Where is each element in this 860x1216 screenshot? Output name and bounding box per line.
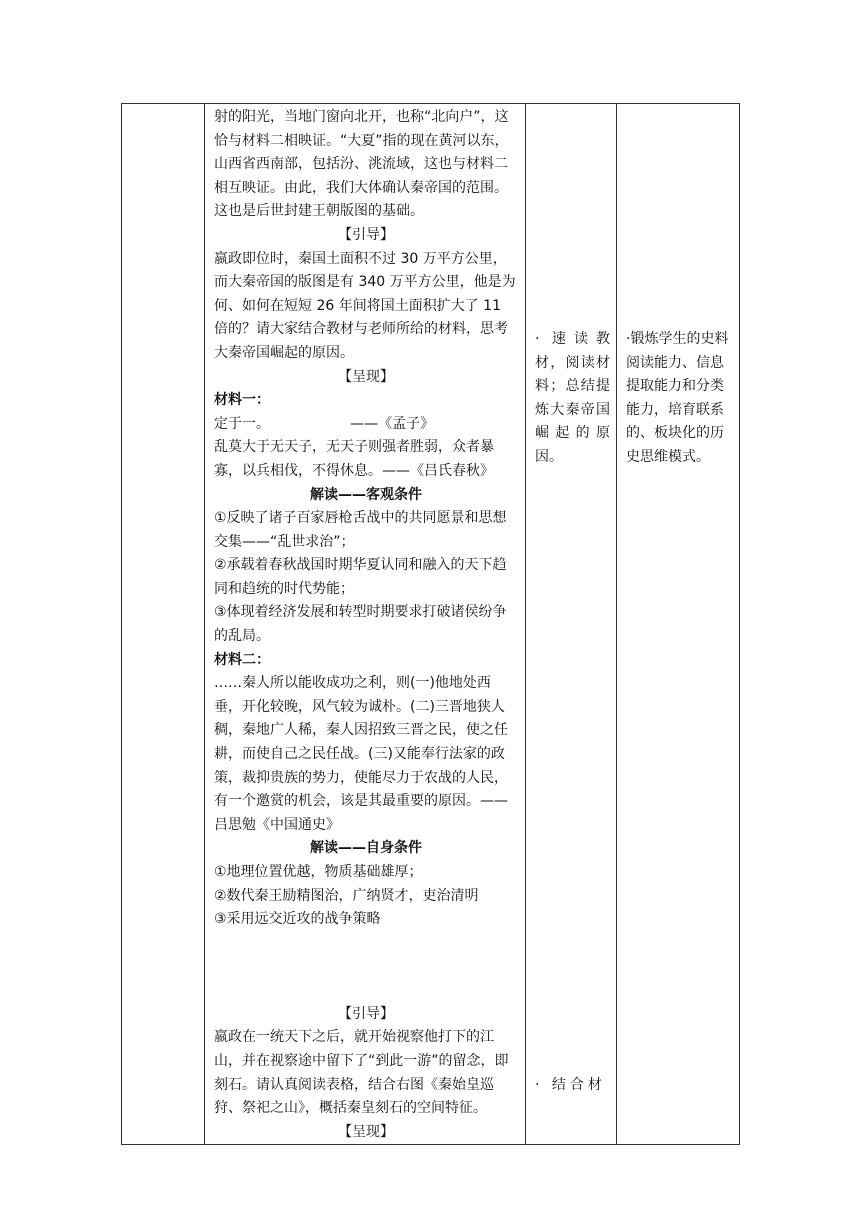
interpretation-point: ③体现着经济发展和转型时期要求打破诸侯纷争的乱局。	[214, 604, 507, 645]
guide-heading: 【引导】	[338, 226, 394, 243]
material-one-quote-mencius: 定于一。 ——《孟子》	[214, 415, 435, 432]
interpretation-point: ②承载着春秋战国时期华夏认同和融入的天下趋同和趋统的时代势能；	[214, 557, 507, 597]
present-heading-2: 【呈现】	[338, 1123, 394, 1140]
guide-paragraph: 嬴政即位时，秦国土面积不过 30 万平方公里，而大秦帝国的版图是有 340 万平方公里，他是为何、如何在短短 26 年间将国土面积扩大了 11 倍的？请大家结合教材与老师所给的材料，思考大秦帝国崛起的原因。	[214, 250, 516, 361]
guide-paragraph-2: 嬴政在一统天下之后，就开始视察他打下的江山，并在视察途中留下了“到此一游”的留念，即刻石。请认真阅读表格，结合右图《秦始皇巡狩、祭祀之山》，概括秦皇刻石的空间特征。	[214, 1029, 509, 1117]
present-heading: 【呈现】	[338, 368, 394, 385]
design-intent-text: ·锻炼学生的史料阅读能力、信息提取能力和分类能力，培育联系的、板块化的历史思维模式。	[626, 331, 729, 465]
student-activity-text-2: · 结合材	[535, 1077, 606, 1093]
lesson-plan-table	[121, 103, 740, 1145]
interpretation-point: ③采用远交近攻的战争策略	[214, 911, 381, 928]
material-two-title: 材料二：	[214, 651, 270, 668]
student-activity-cell	[526, 104, 617, 1145]
interpretation-point: ②数代秦王励精图治，广纳贤才，吏治清明	[214, 887, 479, 904]
teaching-content-cell	[205, 104, 526, 1145]
interpretation-objective-title: 解读——客观条件	[310, 486, 422, 503]
material-one-quote-lushi: 乱莫大于无天子，无天子则强者胜弱，众者暴寡，以兵相伐，不得休息。——《吕氏春秋》	[214, 439, 494, 479]
table-row	[122, 104, 740, 1145]
material-two-text: ……秦人所以能收成功之利，则(一)他地处西垂，开化较晚，风气较为诚朴。(二)三晋地狭人稠，秦地广人稀，秦人因招致三晋之民，使之任耕，而使自己之民任战。(三)又能奉行法家的政策，裁抑贵族的势力，使能尽力于农战的人民，有一个邀赏的机会，该是其最重要的原因。——吕思勉《中国通史》	[214, 675, 508, 833]
design-intent-cell	[617, 104, 740, 1145]
material-one-title: 材料一：	[214, 392, 270, 409]
interpretation-self-title: 解读——自身条件	[310, 840, 422, 857]
stage-cell	[122, 104, 205, 1145]
interpretation-point: ①反映了诸子百家唇枪舌战中的共同愿景和思想交集——“乱世求治”；	[214, 510, 507, 550]
continuation-paragraph: 射的阳光，当地门窗向北开，也称“北向户”，这恰与材料二相映证。“大夏”指的现在黄河以东，山西省西南部，包括汾、洮流域，这也与材料二相互映证。由此，我们大体确认秦帝国的范围。这也是后世封建王朝版图的基础。	[214, 109, 509, 220]
guide-heading-2: 【引导】	[338, 1005, 394, 1022]
student-activity-text: · 速读教材，阅读材料；总结提炼大秦帝国崛起的原因。	[535, 331, 610, 465]
spacer	[214, 932, 518, 1003]
interpretation-point: ①地理位置优越，物质基础雄厚；	[214, 864, 423, 880]
